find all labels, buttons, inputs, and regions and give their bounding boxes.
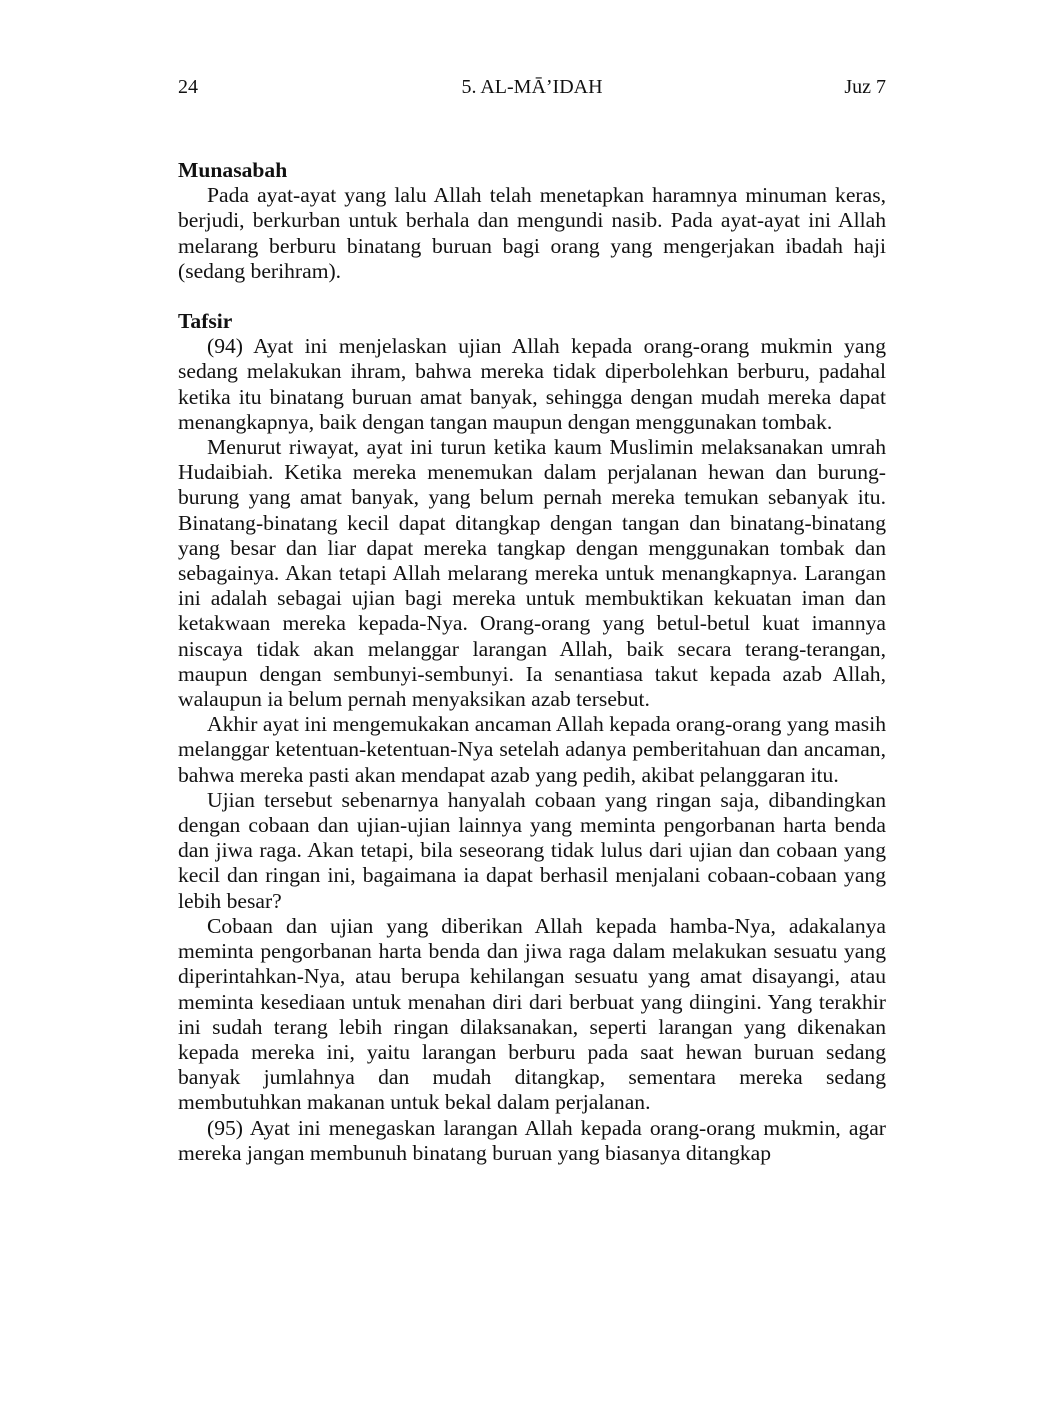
tafsir-paragraph-cobaan: Cobaan dan ujian yang diberikan Allah kepada hamba-Nya, adakalanya meminta pengorbanan harta benda dan jiwa raga dalam melakukan sesuatu yang diperintahkan-Nya, atau berupa kehilangan sesuatu yang amat disayangi, atau meminta kesediaan untuk menahan diri dari berbuat yang diingini. Yang terakhir ini sudah terang lebih ringan dilaksanakan, seperti larangan yang dikenakan kepada mereka ini, yaitu larangan berburu pada saat hewan buruan sedang banyak jumlahnya dan mudah ditangkap, sementara mereka sedang membutuhkan makanan untuk bekal dalam perjalanan.	[178, 913, 886, 1115]
page-header	[178, 76, 886, 102]
section-spacer	[178, 284, 886, 309]
tafsir-paragraph-94: (94) Ayat ini menjelaskan ujian Allah kepada orang-orang mukmin yang sedang melakukan ihram, bahwa mereka tidak diperbolehkan berburu, padahal ketika itu binatang buruan amat banyak, sehingga dengan mudah mereka dapat menangkapnya, baik dengan tangan maupun dengan menggunakan tombak.	[178, 334, 886, 434]
tafsir-paragraph-ujian: Ujian tersebut sebenarnya hanyalah cobaan yang ringan saja, dibandingkan dengan cobaan dan ujian-ujian lainnya yang meminta pengorbanan harta benda dan jiwa raga. Akan tetapi, bila seseorang tidak lulus dari ujian dan cobaan yang kecil dan ringan ini, bagaimana ia dapat berhasil menjalani cobaan-cobaan yang lebih besar?	[178, 787, 886, 913]
tafsir-paragraph-ancaman: Akhir ayat ini mengemukakan ancaman Allah kepada orang-orang yang masih melanggar ketentuan-ketentuan-Nya setelah adanya pemberitahuan dan ancaman, bahwa mereka pasti akan mendapat azab yang pedih, akibat pelanggaran itu.	[178, 712, 886, 787]
page-body	[178, 158, 886, 1166]
page-number: 24	[178, 76, 198, 98]
munasabah-paragraph: Pada ayat-ayat yang lalu Allah telah menetapkan haramnya minuman keras, berjudi, berkurban untuk berhala dan mengundi nasib. Pada ayat-ayat ini Allah melarang berburu binatang buruan bagi orang yang mengerjakan ibadah haji (sedang berihram).	[178, 183, 886, 283]
surah-title: 5. AL-MĀ’IDAH	[461, 76, 603, 98]
juz-label: Juz 7	[844, 76, 886, 98]
munasabah-heading: Munasabah	[178, 158, 288, 182]
tafsir-paragraph-95: (95) Ayat ini menegaskan larangan Allah kepada orang-orang mukmin, agar mereka jangan membunuh binatang buruan yang biasanya ditangkap	[178, 1115, 886, 1165]
tafsir-paragraph-riwayat: Menurut riwayat, ayat ini turun ketika kaum Muslimin melaksanakan umrah Hudaibiah. Ketika mereka menemukan dalam perjalanan hewan dan burung-burung yang amat banyak, yang belum pernah mereka temukan sebanyak itu. Binatang-binatang kecil dapat ditangkap dengan tangan dan binatang-binatang yang besar dan liar dapat mereka tangkap dengan menggunakan tombak dan sebagainya. Akan tetapi Allah melarang mereka untuk menangkapnya. Larangan ini adalah sebagai ujian bagi mereka untuk membuktikan kekuatan iman dan ketakwaan mereka kepada-Nya. Orang-orang yang betul-betul kuat imannya niscaya tidak akan melanggar larangan Allah, baik secara terang-terangan, maupun dengan sembunyi-sembunyi. Ia senantiasa takut kepada azab Allah, walaupun ia belum pernah menyaksikan azab tersebut.	[178, 435, 886, 712]
tafsir-heading: Tafsir	[178, 309, 233, 334]
